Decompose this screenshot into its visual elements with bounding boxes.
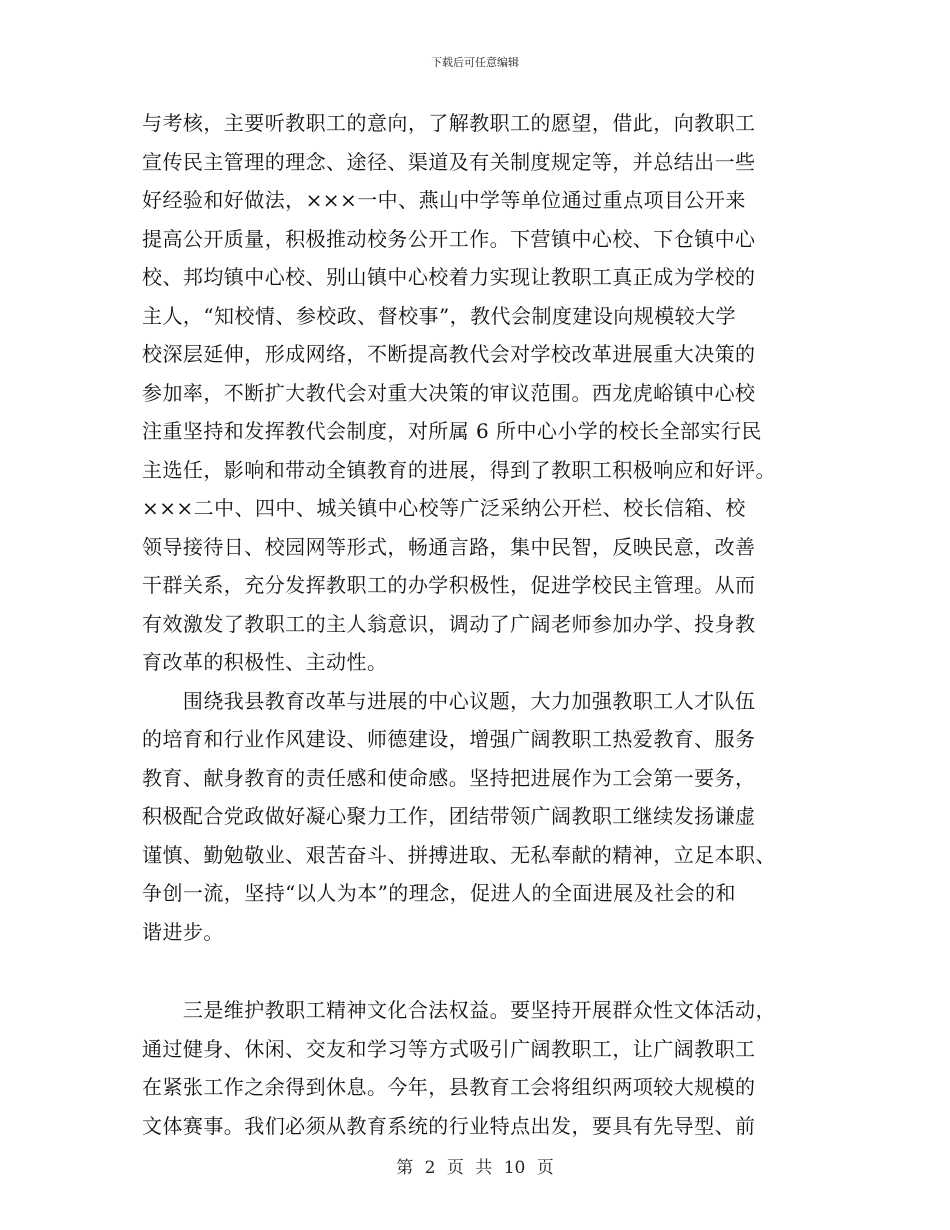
text-line: 的培育和行业作风建设、师德建设，增强广阔教职工热爱教育、服务: [142, 727, 756, 751]
header-note: 下载后可任意编辑: [431, 56, 519, 69]
document-body: [142, 104, 802, 1145]
text-line: 围绕我县教育改革与进展的中心议题，大力加强教职工人才队伍: [142, 688, 756, 713]
text-line: 干群关系，充分发挥教职工的办学积极性，促进学校民主管理。从而: [142, 573, 756, 597]
text-line: 参加率，不断扩大教代会对重大决策的审议范围。西龙虎峪镇中心校: [142, 380, 756, 405]
text-line: 好经验和好做法，×××一中、燕山中学等单位通过重点项目公开来: [142, 188, 746, 212]
paragraph-gap: [142, 951, 802, 991]
text-line: 宣传民主管理的理念、途径、渠道及有关制度规定等，并总结出一些: [142, 149, 756, 174]
text-line: 文体赛事。我们必须从教育系统的行业特点出发，要具有先导型、前: [142, 1113, 756, 1138]
text-line: 有效激发了教职工的主人翁意识，调动了广阔老师参加办学、投身教: [142, 611, 756, 636]
text-line: 三是维护教职工精神文化合法权益。要坚持开展群众性文体活动，: [142, 998, 776, 1022]
text-line: 积极配合党政做好凝心聚力工作，团结带领广阔教职工继续发扬谦虚: [142, 804, 756, 828]
page-number-footer: 第 2 页 共 10 页: [396, 1158, 554, 1178]
text-line: 主人，“知校情、参校政、督校事”，教代会制度建设向规模较大学: [142, 303, 736, 328]
text-line: 教育、献身教育的责任感和使命感。坚持把进展作为工会第一要务，: [142, 765, 756, 790]
text-line: 校、邦均镇中心校、别山镇中心校着力实现让教职工真正成为学校的: [142, 265, 756, 289]
text-line: 与考核，主要听教职工的意向，了解教职工的愿望，借此，向教职工: [142, 111, 756, 135]
text-line: 在紧张工作之余得到休息。今年，县教育工会将组织两项较大规模的: [142, 1075, 756, 1099]
text-line: 领导接待日、校园网等形式，畅通言路，集中民智，反映民意，改善: [142, 534, 756, 559]
text-line: 主选任，影响和带动全镇教育的进展，得到了教职工积极响应和好评。: [142, 457, 776, 482]
text-line: 争创一流，坚持“以人为本”的理念，促进人的全面进展及社会的和: [142, 881, 736, 905]
text-line: 育改革的积极性、主动性。: [142, 650, 388, 674]
text-line: 提高公开质量，积极推动校务公开工作。下营镇中心校、下仓镇中心: [142, 226, 756, 251]
text-line: 注重坚持和发挥教代会制度，对所属 6 所中心小学的校长全部实行民: [142, 419, 762, 443]
text-line: 校深层延伸，形成网络，不断提高教代会对学校改革进展重大决策的: [142, 342, 756, 366]
text-line: 谨慎、勤勉敬业、艰苦奋斗、拼搏进取、无私奉献的精神，立足本职、: [142, 842, 776, 867]
text-line: ×××二中、四中、城关镇中心校等广泛采纳公开栏、校长信箱、校: [142, 496, 746, 520]
text-line: 通过健身、休闲、交友和学习等方式吸引广阔教职工，让广阔教职工: [142, 1036, 756, 1061]
text-line: 谐进步。: [142, 919, 224, 944]
